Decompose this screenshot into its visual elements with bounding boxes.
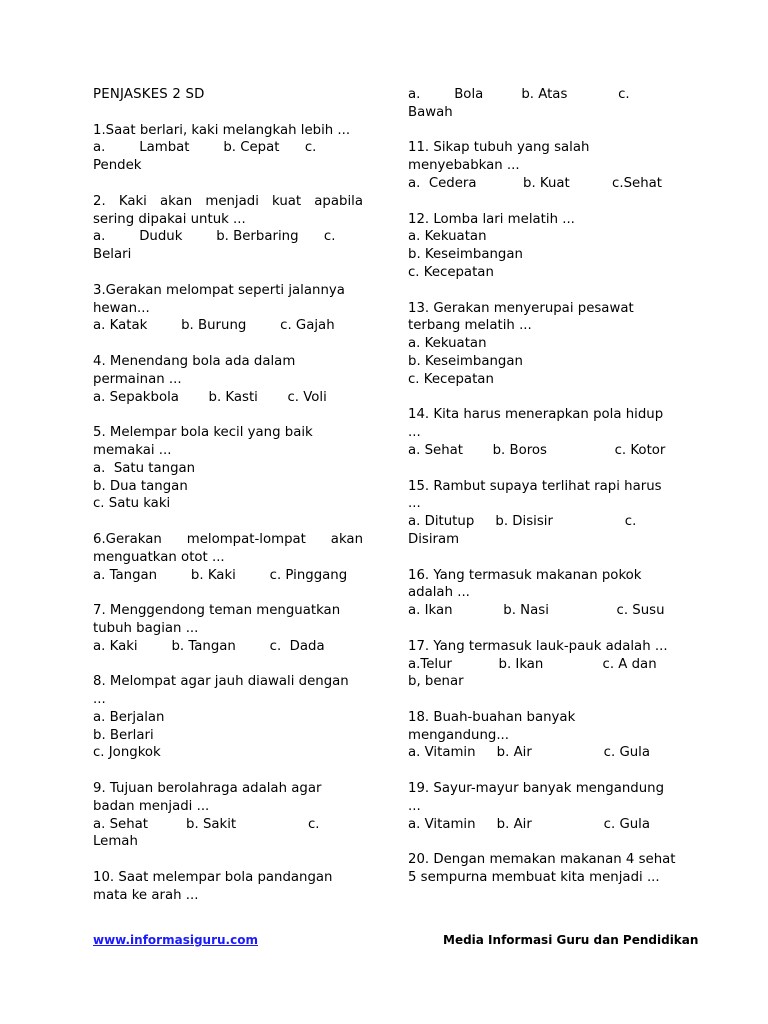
question-text: 8. Melompat agar jauh diawali dengan ... xyxy=(93,674,349,708)
footer-tagline: Media Informasi Guru dan Pendidikan xyxy=(443,933,699,947)
question-17 xyxy=(408,638,678,691)
answer-options: a. Katak b. Burung c. Gajah xyxy=(93,318,335,334)
question-text: 11. Sikap tubuh yang salah menyebabkan ... xyxy=(408,140,590,174)
question-3 xyxy=(93,282,363,335)
footer-website-link[interactable]: www.informasiguru.com xyxy=(93,933,258,947)
right-column xyxy=(408,86,678,905)
answer-options-cont: b, benar xyxy=(408,674,464,690)
answer-options: a. Bola b. Atas c. xyxy=(408,87,630,102)
question-4 xyxy=(93,353,363,406)
question-5 xyxy=(93,424,363,513)
question-2 xyxy=(93,193,363,264)
question-10-options xyxy=(408,86,678,122)
answer-options: a. Sehat b. Boros c. Kotor xyxy=(408,442,666,458)
question-text: 14. Kita harus menerapkan pola hidup ... xyxy=(408,407,664,441)
answer-option-c: c. Jongkok xyxy=(93,745,161,761)
question-text: 15. Rambut supaya terlihat rapi harus ... xyxy=(408,478,662,512)
answer-option-c: c. Kecepatan xyxy=(408,264,494,280)
question-text: 9. Tujuan berolahraga adalah agar badan menjadi ... xyxy=(93,781,322,814)
question-text: 6.Gerakan melompat-lompat akan menguatkan otot ... xyxy=(93,531,368,565)
question-6 xyxy=(93,531,368,584)
question-text: 5. Melempar bola kecil yang baik memakai ... xyxy=(93,425,313,458)
answer-options: a. Sehat b. Sakit c. xyxy=(93,816,320,832)
answer-options-cont: Bawah xyxy=(408,104,453,120)
answer-option-a: a. Berjalan xyxy=(93,709,165,725)
question-text: 12. Lomba lari melatih ... xyxy=(408,211,575,227)
question-text: 13. Gerakan menyerupai pesawat terbang melatih ... xyxy=(408,300,634,334)
answer-option-b: b. Berlari xyxy=(93,727,154,743)
answer-options: a. Duduk b. Berbaring c. xyxy=(93,229,336,245)
question-text: 16. Yang termasuk makanan pokok adalah ... xyxy=(408,567,642,601)
question-19 xyxy=(408,780,678,833)
question-9 xyxy=(93,780,363,851)
question-16 xyxy=(408,567,678,620)
question-14 xyxy=(408,406,678,459)
question-11 xyxy=(408,139,678,192)
answer-options: a. Cedera b. Kuat c.Sehat xyxy=(408,175,662,191)
answer-option-a: a. Kekuatan xyxy=(408,229,487,245)
answer-options: a. Vitamin b. Air c. Gula xyxy=(408,745,651,761)
answer-option-b: b. Keseimbangan xyxy=(408,353,523,369)
document-title: PENJASKES 2 SD xyxy=(93,87,205,102)
question-text: 20. Dengan memakan makanan 4 sehat 5 sempurna membuat kita menjadi ... xyxy=(408,852,676,886)
question-text: 10. Saat melempar bola pandangan mata ke arah ... xyxy=(93,870,333,903)
answer-options: a. Kaki b. Tangan c. Dada xyxy=(93,638,325,654)
left-column xyxy=(93,86,368,922)
question-text: 19. Sayur-mayur banyak mengandung ... xyxy=(408,781,665,814)
answer-options: a. Tangan b. Kaki c. Pinggang xyxy=(93,567,348,583)
question-18 xyxy=(408,709,678,762)
question-text: 17. Yang termasuk lauk-pauk adalah ... xyxy=(408,638,668,654)
question-10 xyxy=(93,869,363,905)
answer-option-a: a. Satu tangan xyxy=(93,460,196,476)
answer-option-b: b. Keseimbangan xyxy=(408,247,523,263)
answer-option-c: c. Satu kaki xyxy=(93,496,171,512)
question-text: 3.Gerakan melompat seperti jalannya hewan... xyxy=(93,282,345,316)
answer-options: a. Ikan b. Nasi c. Susu xyxy=(408,603,665,619)
answer-options: a. Sepakbola b. Kasti c. Voli xyxy=(93,389,327,405)
answer-options: a. Ditutup b. Disisir c. xyxy=(408,514,637,530)
answer-option-c: c. Kecepatan xyxy=(408,371,494,387)
answer-options: a.Telur b. Ikan c. A dan xyxy=(408,656,657,672)
question-8 xyxy=(93,673,363,762)
answer-options-cont: Pendek xyxy=(93,158,142,174)
answer-options-cont: Lemah xyxy=(93,834,138,850)
answer-options: a. Lambat b. Cepat c. xyxy=(93,140,317,156)
question-1 xyxy=(93,122,363,175)
question-20 xyxy=(408,851,678,887)
answer-option-a: a. Kekuatan xyxy=(408,336,487,352)
question-12 xyxy=(408,211,678,282)
answer-options-cont: Disiram xyxy=(408,531,460,547)
question-7 xyxy=(93,602,363,655)
question-text: 4. Menendang bola ada dalam permainan ... xyxy=(93,353,296,387)
answer-options-cont: Belari xyxy=(93,247,132,263)
answer-option-b: b. Dua tangan xyxy=(93,478,188,494)
question-13 xyxy=(408,300,678,389)
question-text: 1.Saat berlari, kaki melangkah lebih ... xyxy=(93,122,351,138)
question-text: 18. Buah-buahan banyak mengandung... xyxy=(408,709,576,743)
question-text: 7. Menggendong teman menguatkan tubuh bagian ... xyxy=(93,603,341,636)
question-15 xyxy=(408,478,678,549)
question-text: 2. Kaki akan menjadi kuat apabila sering dipakai untuk ... xyxy=(93,193,363,227)
answer-options: a. Vitamin b. Air c. Gula xyxy=(408,816,651,832)
